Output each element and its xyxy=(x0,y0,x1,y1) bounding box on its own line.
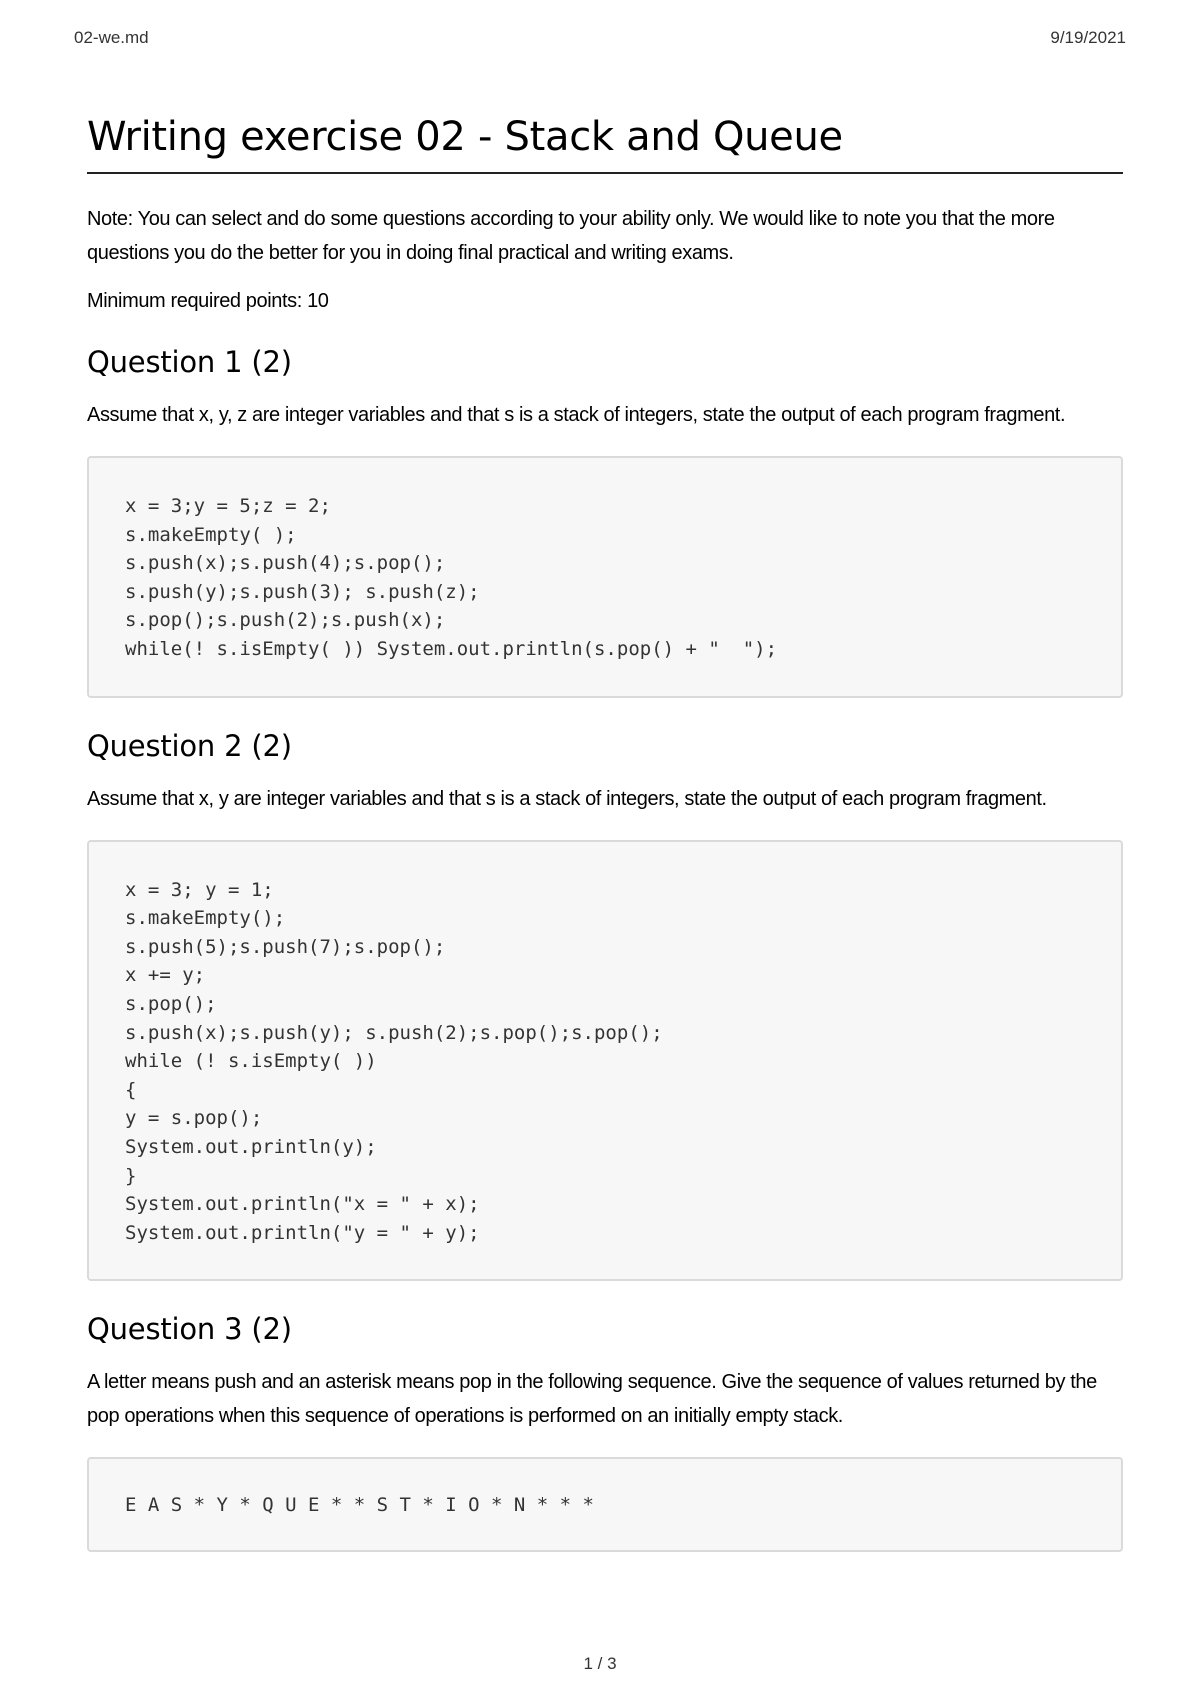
question-2-code-block: x = 3; y = 1; s.makeEmpty(); s.push(5);s.push(7);s.pop(); x += y; s.pop(); s.push(x);s.push(y); s.push(2);s.pop();s.pop(); while (! s.isEmpty( )) { y = s.pop(); System.out.println(y); } System.out.println("x = " + x); System.out.println("y = " + y); xyxy=(87,840,1123,1282)
file-name: 02-we.md xyxy=(74,28,149,47)
question-2-heading: Question 2 (2) xyxy=(87,728,292,763)
page-header xyxy=(74,28,1126,52)
print-date: 9/19/2021 xyxy=(1050,28,1126,47)
question-2-text: Assume that x, y are integer variables and that s is a stack of integers, state the output of each program fragment. xyxy=(87,787,1047,810)
min-points-paragraph: Minimum required points: 10 xyxy=(87,290,329,312)
question-1-heading: Question 1 (2) xyxy=(87,345,292,379)
question-1-text: Assume that x, y, z are integer variables and that s is a stack of integers, state the output of each program fragment. xyxy=(87,404,1066,426)
document-content xyxy=(87,112,1123,1552)
question-3-heading: Question 3 (2) xyxy=(87,1312,292,1347)
question-3-text: A letter means push and an asterisk means pop in the following sequence. Give the sequence of values returned by the pop operations when this sequence of operations is performed on an initially empty stack. xyxy=(87,1371,1097,1428)
question-1-code-block: x = 3;y = 5;z = 2; s.makeEmpty( ); s.push(x);s.push(4);s.pop(); s.push(y);s.push(3); s.push(z); s.pop();s.push(2);s.push(x); while(! s.isEmpty( )) System.out.println(s.pop() + " "); xyxy=(87,456,1123,698)
page-number: 1 / 3 xyxy=(583,1654,617,1673)
question-3-code-block: E A S * Y * Q U E * * S T * I O * N * * * xyxy=(87,1457,1123,1552)
page-title: Writing exercise 02 - Stack and Queue xyxy=(87,112,1123,174)
note-paragraph: Note: You can select and do some questions according to your ability only. We would like to note you that the more questions you do the better for you in doing final practical and writing exams. xyxy=(87,208,1055,264)
